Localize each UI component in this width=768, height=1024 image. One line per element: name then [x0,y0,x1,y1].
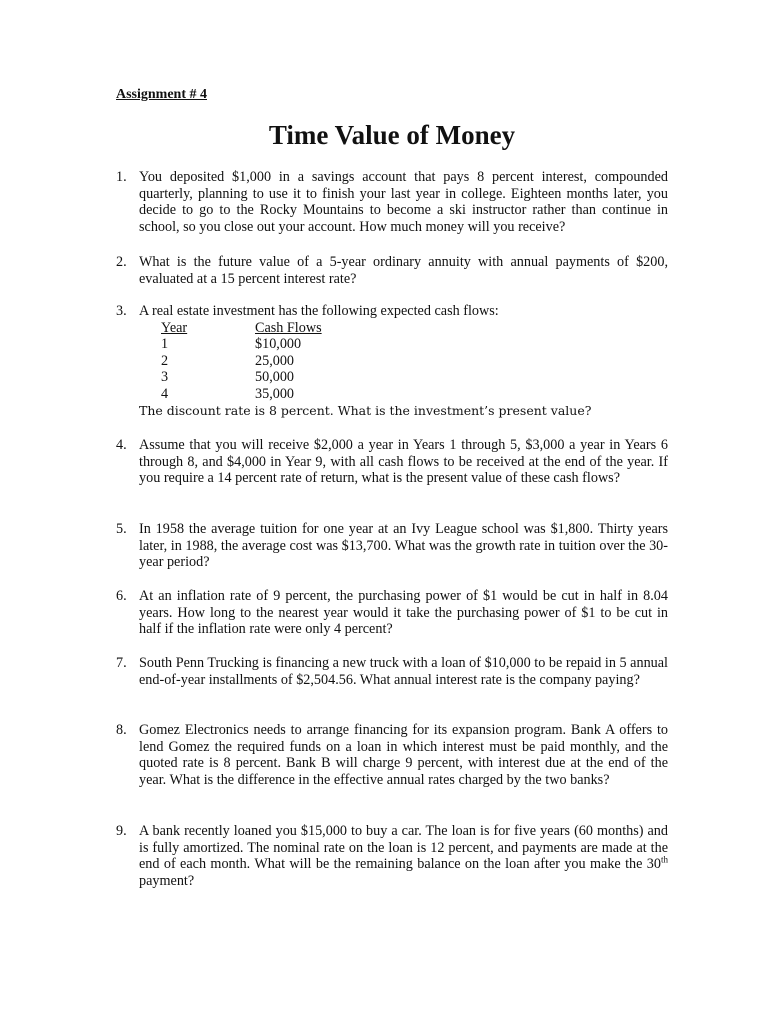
table-header-row [139,320,459,337]
question-3 [116,303,668,419]
year-cell: 3 [161,369,169,386]
year-cell: 4 [161,385,169,402]
question-number: 5. [116,521,127,537]
cash-flow-table [139,320,459,403]
question-2 [116,254,668,287]
question-7 [116,655,668,688]
cash-flow-cell: 50,000 [255,369,295,386]
question-number: 6. [116,588,127,604]
question-6 [116,588,668,638]
cash-flow-cell: 25,000 [255,352,295,369]
question-9 [116,823,668,889]
question-number: 3. [116,303,127,319]
year-cell: 2 [161,352,169,369]
question-number: 4. [116,437,127,453]
discount-rate-note: The discount rate is 8 percent. What is the investment’s present value? [139,402,592,418]
question-number: 7. [116,655,127,671]
column-header-year: Year [161,319,188,336]
question-text: What is the future value of a 5-year ordinary annuity with annual payments of $200, evaluated at a 15 percent interest rate? [139,254,668,287]
table-row [139,353,459,370]
table-row [139,386,459,403]
question-text [139,823,668,889]
question-number: 9. [116,823,127,839]
question-text: You deposited $1,000 in a savings account that pays 8 percent interest, compounded quarterly, planning to use it to finish your last year in college. Eighteen months later, you decide to go to the Rocky Mountains to become a ski instructor rather than continue in school, so you close out your account. How much money will you receive? [139,169,668,235]
question-number: 8. [116,722,127,738]
year-cell: 1 [161,336,169,353]
question-text: A real estate investment has the following expected cash flows: [139,303,499,319]
page-title: Time Value of Money [268,120,516,150]
question-5 [116,521,668,571]
question-text: Gomez Electronics needs to arrange financing for its expansion program. Bank A offers to lend Gomez the required funds on a loan in which interest must be paid monthly, and the quoted rate is 8 percent. Bank B will charge 9 percent, with interest due at the end of the year. What is the difference in the effective annual rates charged by the two banks? [139,722,668,788]
question-text: At an inflation rate of 9 percent, the purchasing power of $1 would be cut in half in 8.04 years. How long to the nearest year would it take the purchasing power of $1 to be cut in half if the inflation rate were only 4 percent? [139,588,668,638]
question-number: 1. [116,169,127,185]
question-8 [116,722,668,788]
assignment-label: Assignment # 4 [116,87,208,102]
cash-flow-cell: $10,000 [255,336,302,353]
column-header-cash-flows: Cash Flows [255,319,322,336]
question-1 [116,169,668,235]
table-row [139,336,459,353]
question-4 [116,437,668,487]
question-number: 2. [116,254,127,270]
cash-flow-cell: 35,000 [255,385,295,402]
question-text: Assume that you will receive $2,000 a year in Years 1 through 5, $3,000 a year in Years 6 through 8, and $4,000 in Year 9, with all cash flows to be received at the end of the year. If you require a 14 percent rate of return, what is the present value of these cash flows? [139,437,668,487]
question-text-main: A bank recently loaned you $15,000 to buy a car. The loan is for five years (60 months) and is fully amortized. The nominal rate on the loan is 12 percent, and payments are made at the end of each month. What will be the remaining balance on the loan after you make the 30 [139,823,668,873]
ordinal-suffix: th [660,854,668,865]
question-text: In 1958 the average tuition for one year at an Ivy League school was $1,800. Thirty years later, in 1988, the average cost was $13,700. What was the growth rate in tuition over the 30-year period? [139,521,668,571]
question-text: South Penn Trucking is financing a new truck with a loan of $10,000 to be repaid in 5 annual end-of-year installments of $2,504.56. What annual interest rate is the company paying? [139,655,668,688]
table-row [139,369,459,386]
question-text-end: payment? [139,872,195,889]
